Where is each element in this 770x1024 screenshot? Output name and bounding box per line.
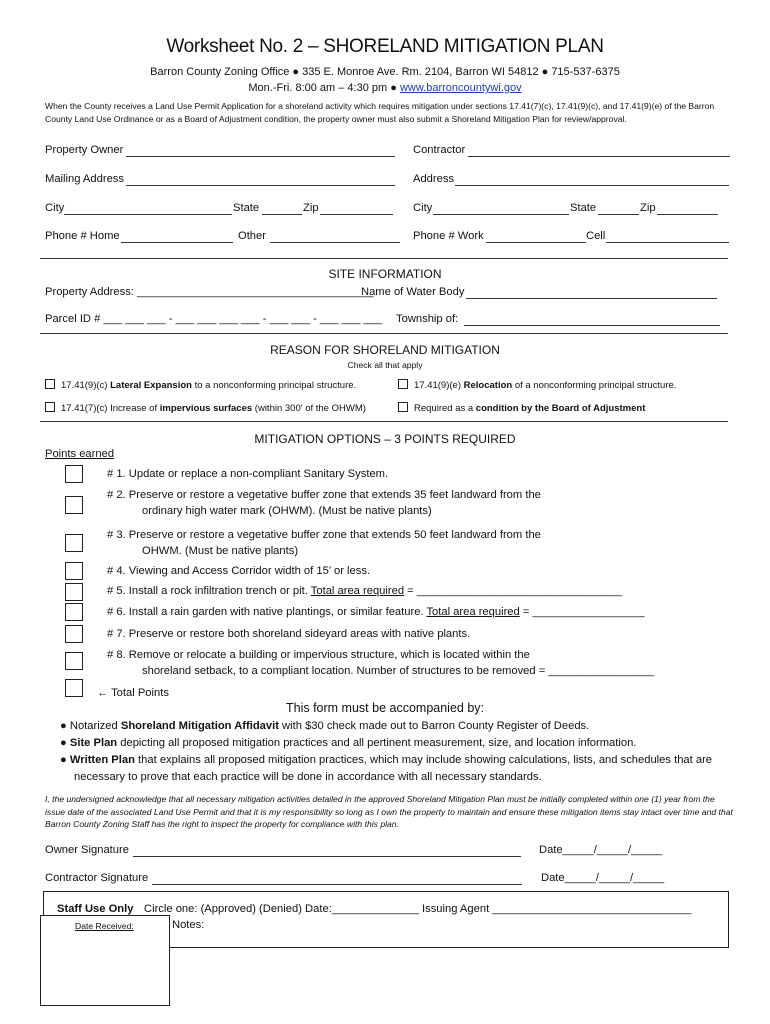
owner-city-label: City <box>45 202 65 214</box>
requirement-affidavit: ● Notarized Shoreland Mitigation Affidavit with $30 check made out to Barron County Register of Deeds. <box>60 720 590 732</box>
total-points-label: ← Total Points <box>97 687 169 699</box>
contractor-date-field[interactable]: Date_____/_____/_____ <box>541 872 665 884</box>
option-8: # 8. Remove or relocate a building or impervious structure, which is located within the <box>107 649 530 661</box>
intro-text: When the County receives a Land Use Permit Application for a shoreland activity which requires mitigation under sections 17.41(7)(c), 17.41(9)(c), and 17.41(9)(e) of the Barron County Land Use Ordinance or as a Board of Adjustment condition, the property owner must also submit a Shoreland Mitigation Plan for review/approval. <box>45 101 715 124</box>
option-1: # 1. Update or replace a non-compliant Sanitary System. <box>107 468 389 480</box>
phone-home-label: Phone # Home <box>45 230 120 242</box>
contractor-city-field[interactable] <box>433 214 569 215</box>
water-body-field[interactable] <box>466 298 717 299</box>
option-6: # 6. Install a rain garden with native plantings, or similar feature. Total area required = __________________ <box>107 606 645 618</box>
contractor-signature-label: Contractor Signature <box>45 872 149 884</box>
divider <box>40 258 728 259</box>
mailing-address-field[interactable] <box>126 185 395 186</box>
page-title: Worksheet No. 2 – SHORELAND MITIGATION PLAN <box>166 36 604 57</box>
cell-label: Cell <box>586 230 606 242</box>
owner-signature-field[interactable] <box>133 856 521 857</box>
office-line: Barron County Zoning Office ● 335 E. Monroe Ave. Rm. 2104, Barron WI 54812 ● 715-537-6375 <box>150 66 620 78</box>
contractor-state-field[interactable] <box>598 214 639 215</box>
option-2: # 2. Preserve or restore a vegetative buffer zone that extends 35 feet landward from the <box>107 489 541 501</box>
owner-state-field[interactable] <box>262 214 302 215</box>
total-points-box[interactable] <box>65 679 83 697</box>
requirement-written-plan: ● Written Plan that explains all proposed mitigation practices, which may include showing calculations, lists, and schedules that are necessary to prove that each practice will be done in accordance with all necessary standards. <box>60 754 713 783</box>
staff-use-label: Staff Use Only <box>57 903 134 915</box>
mitigation-heading: MITIGATION OPTIONS – 3 POINTS REQUIRED <box>254 432 516 446</box>
checkbox[interactable] <box>398 402 408 412</box>
points-box-5[interactable] <box>65 583 83 601</box>
website-link[interactable]: www.barroncountywi.gov <box>399 82 522 94</box>
owner-signature-label: Owner Signature <box>45 844 129 856</box>
points-box-4[interactable] <box>65 562 83 580</box>
contractor-state-label: State <box>570 202 597 214</box>
owner-zip-label: Zip <box>303 202 319 214</box>
option-3-line2: OHWM. (Must be native plants) <box>142 545 299 557</box>
option-7: # 7. Preserve or restore both shoreland sideyard areas with native plants. <box>107 628 471 640</box>
owner-city-field[interactable] <box>64 214 232 215</box>
parcel-id-field[interactable]: Parcel ID # ___ ___ ___ - ___ ___ ___ ___ - ___ ___ - ___ ___ ___ <box>45 313 383 325</box>
points-box-2[interactable] <box>65 496 83 514</box>
requirements-heading: This form must be accompanied by: <box>286 701 484 715</box>
option-4: # 4. Viewing and Access Corridor width of 15’ or less. <box>107 565 371 577</box>
reason-heading: REASON FOR SHORELAND MITIGATION <box>270 343 500 357</box>
option-8-line2: shoreland setback, to a compliant location. Number of structures to be removed = _________________ <box>142 665 655 677</box>
owner-state-label: State <box>233 202 260 214</box>
phone-home-field[interactable] <box>121 242 233 243</box>
reason-note: Check all that apply <box>347 360 423 370</box>
site-info-heading: SITE INFORMATION <box>328 267 442 281</box>
phone-work-field[interactable] <box>486 242 586 243</box>
address-label: Address <box>413 173 455 185</box>
option-2-line2: ordinary high water mark (OHWM). (Must be native plants) <box>142 505 432 517</box>
date-received-label: Date Received: <box>75 921 134 931</box>
contractor-signature-field[interactable] <box>152 884 522 885</box>
checkbox[interactable] <box>398 379 408 389</box>
staff-approval-line[interactable]: Circle one: (Approved) (Denied) Date:______________ Issuing Agent ________________________________ <box>144 903 692 915</box>
divider <box>40 421 728 422</box>
reason-relocation[interactable]: 17.41(9)(e) Relocation of a nonconforming principal structure. <box>398 379 676 391</box>
reason-board-condition[interactable]: Required as a condition by the Board of Adjustment <box>398 402 645 414</box>
owner-zip-field[interactable] <box>320 214 393 215</box>
township-label: Township of: <box>396 313 459 325</box>
points-earned-label: Points earned <box>45 448 115 460</box>
points-box-1[interactable] <box>65 465 83 483</box>
contractor-zip-label: Zip <box>640 202 656 214</box>
contractor-zip-field[interactable] <box>657 214 718 215</box>
water-body-label: Name of Water Body <box>361 286 465 298</box>
township-field[interactable] <box>464 325 720 326</box>
requirement-site-plan: ● Site Plan depicting all proposed mitigation practices and all pertinent measurement, size, and location information. <box>60 737 637 749</box>
office-hours: Mon.-Fri. 8:00 am – 4:30 pm ● <box>248 82 400 94</box>
reason-impervious-surfaces[interactable]: 17.41(7)(c) Increase of impervious surfaces (within 300' of the OHWM) <box>45 402 366 414</box>
reason-lateral-expansion[interactable]: 17.41(9)(c) Lateral Expansion to a nonconforming principal structure. <box>45 379 356 391</box>
checkbox[interactable] <box>45 402 55 412</box>
phone-work-label: Phone # Work <box>413 230 484 242</box>
mailing-address-label: Mailing Address <box>45 173 124 185</box>
points-box-8[interactable] <box>65 652 83 670</box>
staff-notes-label: Notes: <box>172 919 205 931</box>
option-5: # 5. Install a rock infiltration trench or pit. Total area required = _________________________________ <box>107 585 623 597</box>
other-phone-field[interactable] <box>270 242 400 243</box>
contractor-label: Contractor <box>413 144 466 156</box>
checkbox[interactable] <box>45 379 55 389</box>
points-box-7[interactable] <box>65 625 83 643</box>
property-owner-label: Property Owner <box>45 144 124 156</box>
contractor-field[interactable] <box>468 156 730 157</box>
other-phone-label: Other <box>238 230 266 242</box>
contractor-city-label: City <box>413 202 433 214</box>
divider <box>40 333 728 334</box>
cell-field[interactable] <box>606 242 729 243</box>
acknowledgement-text: I, the undersigned acknowledge that all necessary mitigation activities detailed in the approved Shoreland Mitigation Plan must be initially completed within one (1) year from the issue date of the associated Land Use Permit and that it is my responsibility so long as I own the property to maintain and ensure these mitigation items stay intact over time and that Barron County Zoning Staff has the right to inspect the property for compliance with this plan. <box>45 794 733 829</box>
property-address-field[interactable]: Property Address: ______________________________________ <box>45 286 374 298</box>
points-box-3[interactable] <box>65 534 83 552</box>
option-3: # 3. Preserve or restore a vegetative buffer zone that extends 50 feet landward from the <box>107 529 541 541</box>
points-box-6[interactable] <box>65 603 83 621</box>
property-owner-field[interactable] <box>126 156 395 157</box>
address-field[interactable] <box>455 185 729 186</box>
owner-date-field[interactable]: Date_____/_____/_____ <box>539 844 663 856</box>
hours-line <box>0 82 770 94</box>
